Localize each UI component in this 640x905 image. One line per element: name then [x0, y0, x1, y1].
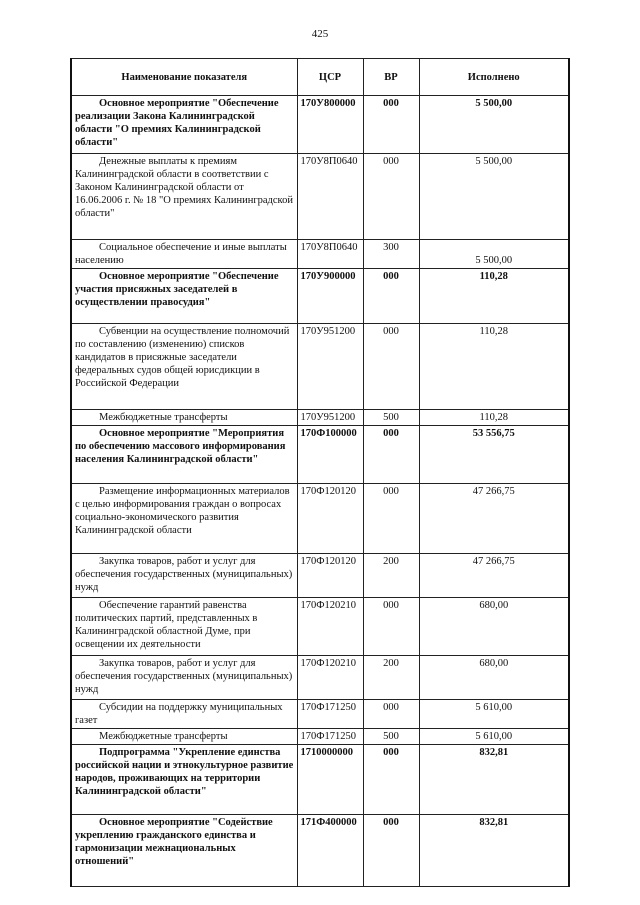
row-csr: 170У951200	[297, 410, 363, 426]
row-name: Субвенции на осуществление полномочий по составлению (изменению) списков кандидатов в присяжные заседатели федеральных судов общей юрисдикции в Российской Федерации	[71, 324, 297, 410]
table-row	[71, 269, 569, 324]
row-vr: 000	[363, 700, 419, 729]
header-name: Наименование показателя	[71, 59, 297, 96]
row-vr: 000	[363, 426, 419, 484]
table-row	[71, 745, 569, 815]
row-vr: 000	[363, 154, 419, 240]
row-name: Закупка товаров, работ и услуг для обеспечения государственных (муниципальных) нужд	[71, 656, 297, 700]
table-row	[71, 554, 569, 598]
row-name: Подпрограмма "Укрепление единства российской нации и этнокультурное развитие народов, проживающих на территории Калининградской области"	[71, 745, 297, 815]
row-vr: 000	[363, 324, 419, 410]
table-row	[71, 815, 569, 887]
row-name: Основное мероприятие "Обеспечение участия присяжных заседателей в осуществлении правосудия"	[71, 269, 297, 324]
table-row	[71, 598, 569, 656]
row-done: 832,81	[419, 815, 569, 887]
row-done: 110,28	[419, 269, 569, 324]
budget-execution-table	[70, 58, 570, 887]
row-name: Основное мероприятие "Обеспечение реализации Закона Калининградской области "О премиях Калининградской области"	[71, 96, 297, 154]
row-vr: 200	[363, 656, 419, 700]
row-csr: 170Ф120210	[297, 656, 363, 700]
row-csr: 170Ф171250	[297, 700, 363, 729]
row-vr: 300	[363, 240, 419, 269]
row-name: Основное мероприятие "Мероприятия по обеспечению массового информирования населения Калининградской области"	[71, 426, 297, 484]
row-vr: 500	[363, 729, 419, 745]
row-done: 47 266,75	[419, 554, 569, 598]
table-row	[71, 426, 569, 484]
row-vr: 500	[363, 410, 419, 426]
row-csr: 170У8П0640	[297, 154, 363, 240]
table-row	[71, 240, 569, 269]
table-row	[71, 656, 569, 700]
table-row	[71, 154, 569, 240]
row-name: Социальное обеспечение и иные выплаты населению	[71, 240, 297, 269]
page-number: 425	[311, 28, 329, 40]
row-vr: 000	[363, 484, 419, 554]
row-name: Закупка товаров, работ и услуг для обеспечения государственных (муниципальных) нужд	[71, 554, 297, 598]
row-done: 832,81	[419, 745, 569, 815]
row-csr: 170Ф171250	[297, 729, 363, 745]
table-row	[71, 324, 569, 410]
row-name: Обеспечение гарантий равенства политических партий, представленных в Калининградской областной Думе, при освещении их деятельности	[71, 598, 297, 656]
table-header-row	[71, 59, 569, 96]
row-name: Размещение информационных материалов с целью информирования граждан о вопросах социально-экономического развития Калининградской области	[71, 484, 297, 554]
row-done: 5 610,00	[419, 700, 569, 729]
row-name: Денежные выплаты к премиям Калининградской области в соответствии с Законом Калининградской области от 16.06.2006 г. № 18 "О премиях Калининградской области"	[71, 154, 297, 240]
row-csr: 1710000000	[297, 745, 363, 815]
row-done: 53 556,75	[419, 426, 569, 484]
row-vr: 000	[363, 815, 419, 887]
row-done: 5 500,00	[419, 96, 569, 154]
table-row	[71, 484, 569, 554]
row-csr: 170Ф120120	[297, 554, 363, 598]
row-done: 110,28	[419, 410, 569, 426]
row-done: 680,00	[419, 656, 569, 700]
row-done: 47 266,75	[419, 484, 569, 554]
table-row	[71, 410, 569, 426]
row-vr: 000	[363, 96, 419, 154]
row-csr: 170У800000	[297, 96, 363, 154]
row-vr: 000	[363, 745, 419, 815]
header-csr: ЦСР	[297, 59, 363, 96]
row-done: 5 500,00	[419, 154, 569, 240]
row-done: 5 610,00	[419, 729, 569, 745]
header-vr: ВР	[363, 59, 419, 96]
row-name: Основное мероприятие "Содействие укреплению гражданского единства и гармонизации межнациональных отношений"	[71, 815, 297, 887]
row-csr: 170Ф120120	[297, 484, 363, 554]
row-done: 110,28	[419, 324, 569, 410]
row-csr: 170У900000	[297, 269, 363, 324]
row-csr: 170Ф100000	[297, 426, 363, 484]
table-row	[71, 729, 569, 745]
row-done: 5 500,00	[419, 240, 569, 269]
table-row	[71, 96, 569, 154]
row-done: 680,00	[419, 598, 569, 656]
row-vr: 200	[363, 554, 419, 598]
row-csr: 170У951200	[297, 324, 363, 410]
row-csr: 170Ф120210	[297, 598, 363, 656]
table-row	[71, 700, 569, 729]
row-name: Межбюджетные трансферты	[71, 410, 297, 426]
row-csr: 170У8П0640	[297, 240, 363, 269]
row-vr: 000	[363, 269, 419, 324]
row-name: Межбюджетные трансферты	[71, 729, 297, 745]
row-csr: 171Ф400000	[297, 815, 363, 887]
row-vr: 000	[363, 598, 419, 656]
row-name: Субсидии на поддержку муниципальных газет	[71, 700, 297, 729]
header-done: Исполнено	[419, 59, 569, 96]
